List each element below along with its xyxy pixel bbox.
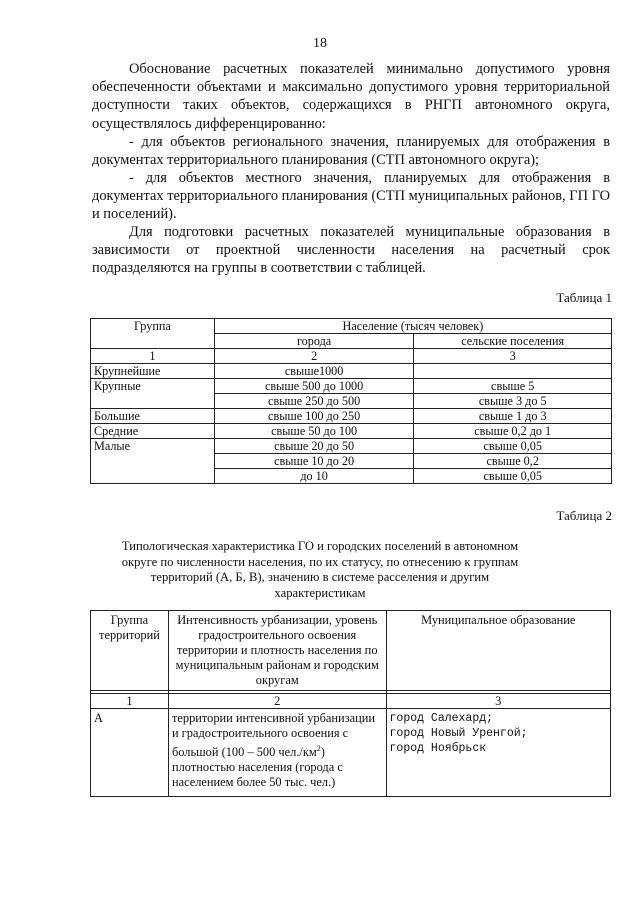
table1-cities-cell: свыше1000 — [214, 364, 414, 379]
table1-col-number: 1 — [91, 349, 215, 364]
table-row — [91, 709, 611, 797]
table1-header-group: Группа — [91, 319, 215, 349]
table1-group-cell: Малые — [91, 439, 215, 484]
table-row — [91, 424, 612, 439]
table1-group-cell: Крупные — [91, 379, 215, 409]
table2-intensity-text-end: ) плотностью населения (города с населением более 50 тыс. чел.) — [171, 745, 343, 790]
table1-rural-cell: свыше 0,2 до 1 — [414, 424, 612, 439]
table1-group-cell: Большие — [91, 409, 215, 424]
table-row — [91, 364, 612, 379]
table1-col-number: 3 — [414, 349, 612, 364]
territory-typology-table — [90, 610, 611, 797]
table1-group-cell: Средние — [91, 424, 215, 439]
table1-group-cell: Крупнейшие — [91, 364, 215, 379]
paragraph-local-objects: - для объектов местного значения, планируемых для отображения в документах территориального планирования (СТП муниципальных районов, ГП ГО и поселений). — [92, 170, 610, 223]
table1-header-population: Население (тысяч человек) — [214, 319, 611, 334]
paragraph-justification: Обоснование расчетных показателей минимально допустимого уровня обеспеченности объектами и максимально допустимого уровня территориальной доступности таких объектов, содержащихся в РНГП автономного округа, осуществлялось дифференцированно: — [92, 61, 610, 132]
table1-cities-cell: свыше 250 до 500 — [214, 394, 414, 409]
table2-header-group: Группа территорий — [91, 611, 169, 691]
table1-cities-cell: свыше 100 до 250 — [214, 409, 414, 424]
table2-municipality-cell: город Салехард; город Новый Уренгой; город Ноябрьск — [386, 709, 610, 797]
table2-title: Типологическая характеристика ГО и городских поселений в автономном округе по численности населения, по их статусу, по отнесению к группам территорий (А, Б, В), значению в системе расселения и другим характеристикам — [121, 539, 519, 600]
paragraph-grouping: Для подготовки расчетных показателей муниципальные образования в зависимости от проектной численности населения на расчетный срок подразделяются на группы в соответствии с таблицей. — [92, 224, 610, 277]
table-row — [91, 439, 612, 454]
table2-col-number: 3 — [386, 694, 610, 709]
table1-cities-cell: свыше 10 до 20 — [214, 454, 414, 469]
table2-header-intensity: Интенсивность урбанизации, уровень градостроительного освоения территории и плотность населения по муниципальным районам и городским округам — [168, 611, 386, 691]
table1-rural-cell: свыше 0,05 — [414, 469, 612, 484]
table2-caption: Таблица 2 — [556, 508, 612, 523]
table1-rural-cell: свыше 0,2 — [414, 454, 612, 469]
table1-rural-cell: свыше 3 до 5 — [414, 394, 612, 409]
table1-rural-cell — [414, 364, 612, 379]
table2-col-number: 1 — [91, 694, 169, 709]
table1-header-rural: сельские поселения — [414, 334, 612, 349]
page-number: 18 — [313, 36, 327, 51]
table2-header-municipality: Муниципальное образование — [386, 611, 610, 691]
table2-intensity-superscript: 2 — [316, 744, 321, 753]
table1-col-number: 2 — [214, 349, 414, 364]
table1-header-cities: города — [214, 334, 414, 349]
table1-rural-cell: свыше 0,05 — [414, 439, 612, 454]
table1-rural-cell: свыше 1 до 3 — [414, 409, 612, 424]
table1-cities-cell: свыше 500 до 1000 — [214, 379, 414, 394]
table1-cities-cell: свыше 50 до 100 — [214, 424, 414, 439]
table2-group-cell: А — [91, 709, 169, 797]
table-row — [91, 409, 612, 424]
paragraph-regional-objects: - для объектов регионального значения, планируемых для отображения в документах территориального планирования (СТП автономного округа); — [92, 134, 610, 169]
table-row — [91, 379, 612, 394]
table2-intensity-text: территории интенсивной урбанизации и градостроительного освоения с большой (100 – 500 чел./км — [171, 711, 375, 760]
table1-cities-cell: до 10 — [214, 469, 414, 484]
table1-cities-cell: свыше 20 до 50 — [214, 439, 414, 454]
population-groups-table — [90, 318, 612, 484]
table2-col-number: 2 — [168, 694, 386, 709]
table2-intensity-cell — [168, 709, 386, 797]
table1-rural-cell: свыше 5 — [414, 379, 612, 394]
table1-caption: Таблица 1 — [556, 290, 612, 305]
